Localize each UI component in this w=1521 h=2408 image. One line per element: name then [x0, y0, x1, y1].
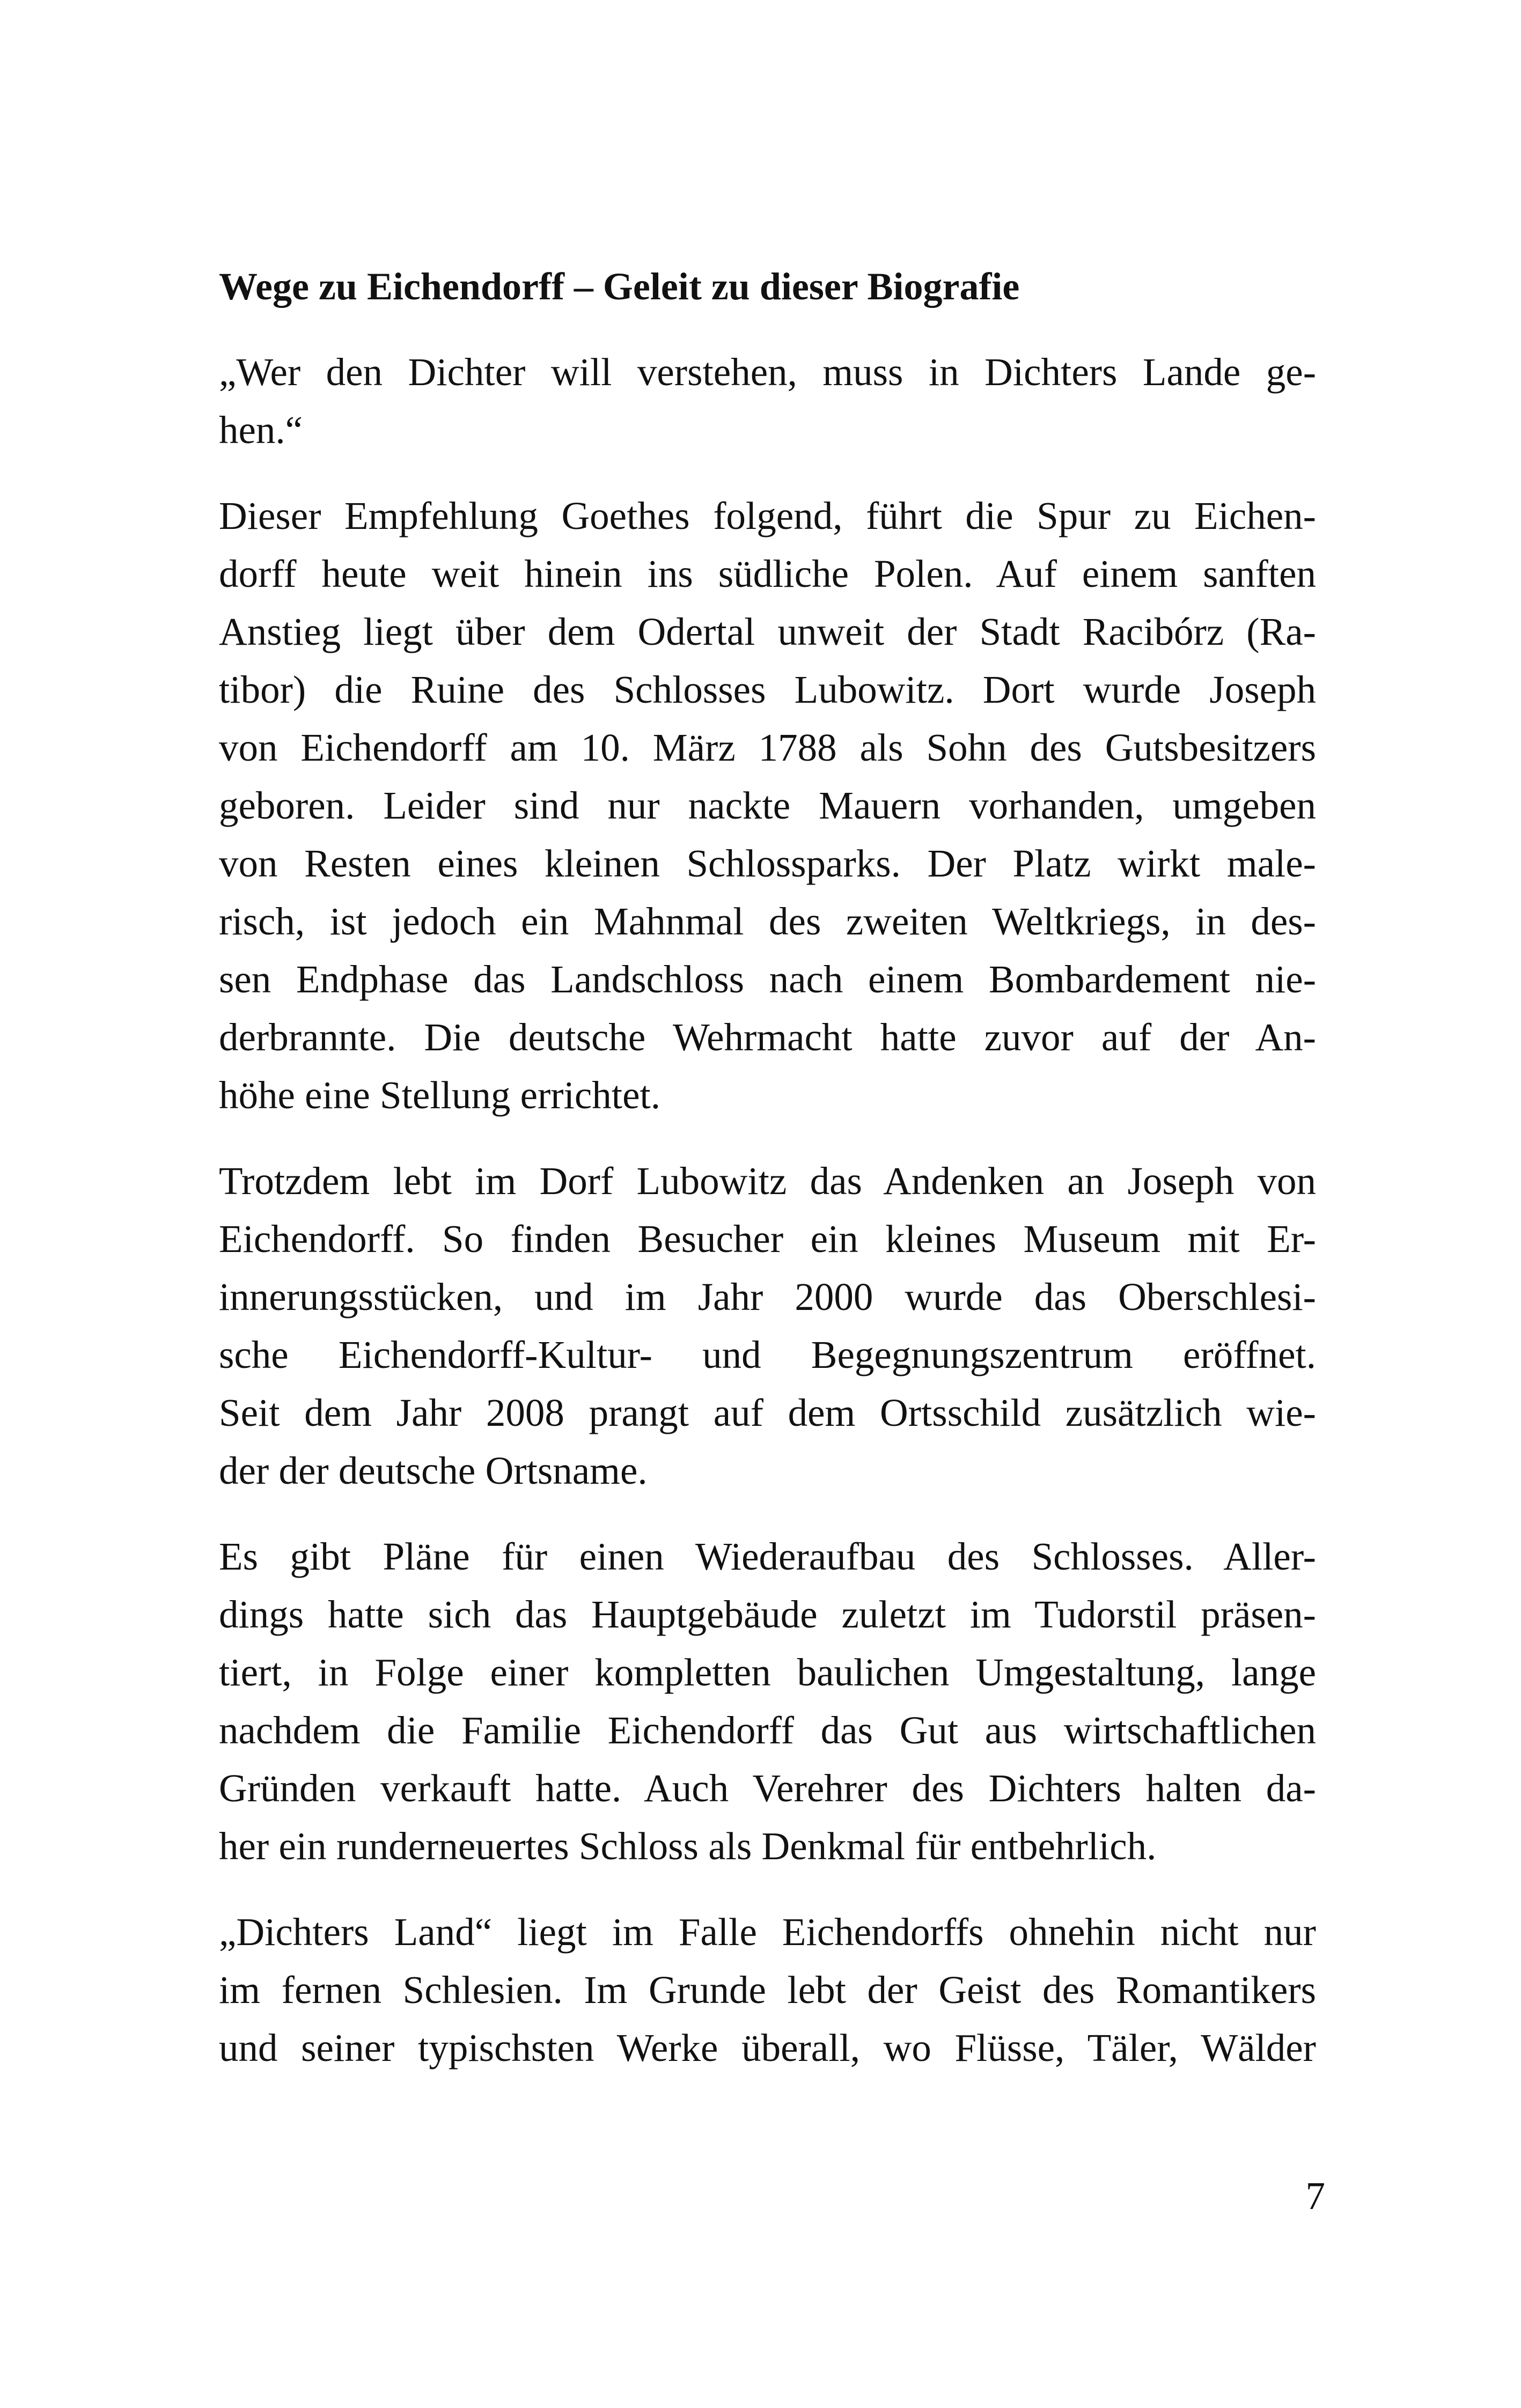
- paragraph: [219, 1528, 1316, 1875]
- text-line: dorff heute weit hinein ins südliche Polen. Auf einem sanften: [219, 552, 1316, 595]
- text-line: sen Endphase das Landschloss nach einem Bombardement nie-: [219, 958, 1316, 1001]
- text-line: tibor) die Ruine des Schlosses Lubowitz. Dort wurde Joseph: [219, 668, 1316, 711]
- text-line: risch, ist jedoch ein Mahnmal des zweiten Weltkriegs, in des-: [219, 900, 1316, 943]
- text-line: geboren. Leider sind nur nackte Mauern vorhanden, umgeben: [219, 784, 1316, 827]
- text-line: Es gibt Pläne für einen Wiederaufbau des Schlosses. Aller-: [219, 1535, 1316, 1578]
- text-block: [219, 257, 1316, 2105]
- text-line: Anstieg liegt über dem Odertal unweit der Stadt Racibórz (Ra-: [219, 610, 1316, 653]
- text-line: im fernen Schlesien. Im Grunde lebt der Geist des Romantikers: [219, 1968, 1316, 2012]
- text-line: Seit dem Jahr 2008 prangt auf dem Ortsschild zusätzlich wie-: [219, 1391, 1316, 1434]
- text-line: dings hatte sich das Hauptgebäude zuletzt im Tudorstil präsen-: [219, 1593, 1316, 1636]
- chapter-heading: Wege zu Eichendorff – Geleit zu dieser Biografie: [219, 265, 1020, 308]
- text-line: „Dichters Land“ liegt im Falle Eichendorffs ohnehin nicht nur: [219, 1910, 1316, 1954]
- text-line: nachdem die Familie Eichendorff das Gut aus wirtschaftlichen: [219, 1709, 1316, 1752]
- text-line: der der deutsche Ortsname.: [219, 1449, 648, 1492]
- text-line: höhe eine Stellung errichtet.: [219, 1073, 660, 1117]
- page-number: 7: [1305, 2174, 1325, 2218]
- text-line: Eichendorff. So finden Besucher ein kleines Museum mit Er-: [219, 1217, 1316, 1261]
- text-line: von Resten eines kleinen Schlossparks. Der Platz wirkt male-: [219, 842, 1316, 885]
- text-line: Dieser Empfehlung Goethes folgend, führt die Spur zu Eichen-: [219, 494, 1316, 537]
- text-line: „Wer den Dichter will verstehen, muss in Dichters Lande ge-: [219, 350, 1316, 394]
- body-text: [219, 343, 1316, 2077]
- paragraph: [219, 487, 1316, 1124]
- text-line: derbrannte. Die deutsche Wehrmacht hatte zuvor auf der An-: [219, 1015, 1316, 1059]
- text-line: tiert, in Folge einer kompletten baulichen Umgestaltung, lange: [219, 1651, 1316, 1694]
- text-line: von Eichendorff am 10. März 1788 als Sohn des Gutsbesitzers: [219, 726, 1316, 769]
- text-line: Gründen verkauft hatte. Auch Verehrer des Dichters halten da-: [219, 1766, 1316, 1810]
- text-line: und seiner typischsten Werke überall, wo Flüsse, Täler, Wälder: [219, 2026, 1316, 2070]
- text-line: Trotzdem lebt im Dorf Lubowitz das Andenken an Joseph von: [219, 1159, 1316, 1203]
- paragraph: [219, 1152, 1316, 1500]
- paragraph: [219, 343, 1316, 459]
- text-line: hen.“: [219, 408, 303, 452]
- text-line: her ein runderneuertes Schloss als Denkmal für entbehrlich.: [219, 1824, 1157, 1868]
- paragraph: [219, 1903, 1316, 2077]
- text-line: innerungsstücken, und im Jahr 2000 wurde das Oberschlesi-: [219, 1275, 1316, 1319]
- text-line: sche Eichendorff-Kultur- und Begegnungszentrum eröffnet.: [219, 1333, 1316, 1376]
